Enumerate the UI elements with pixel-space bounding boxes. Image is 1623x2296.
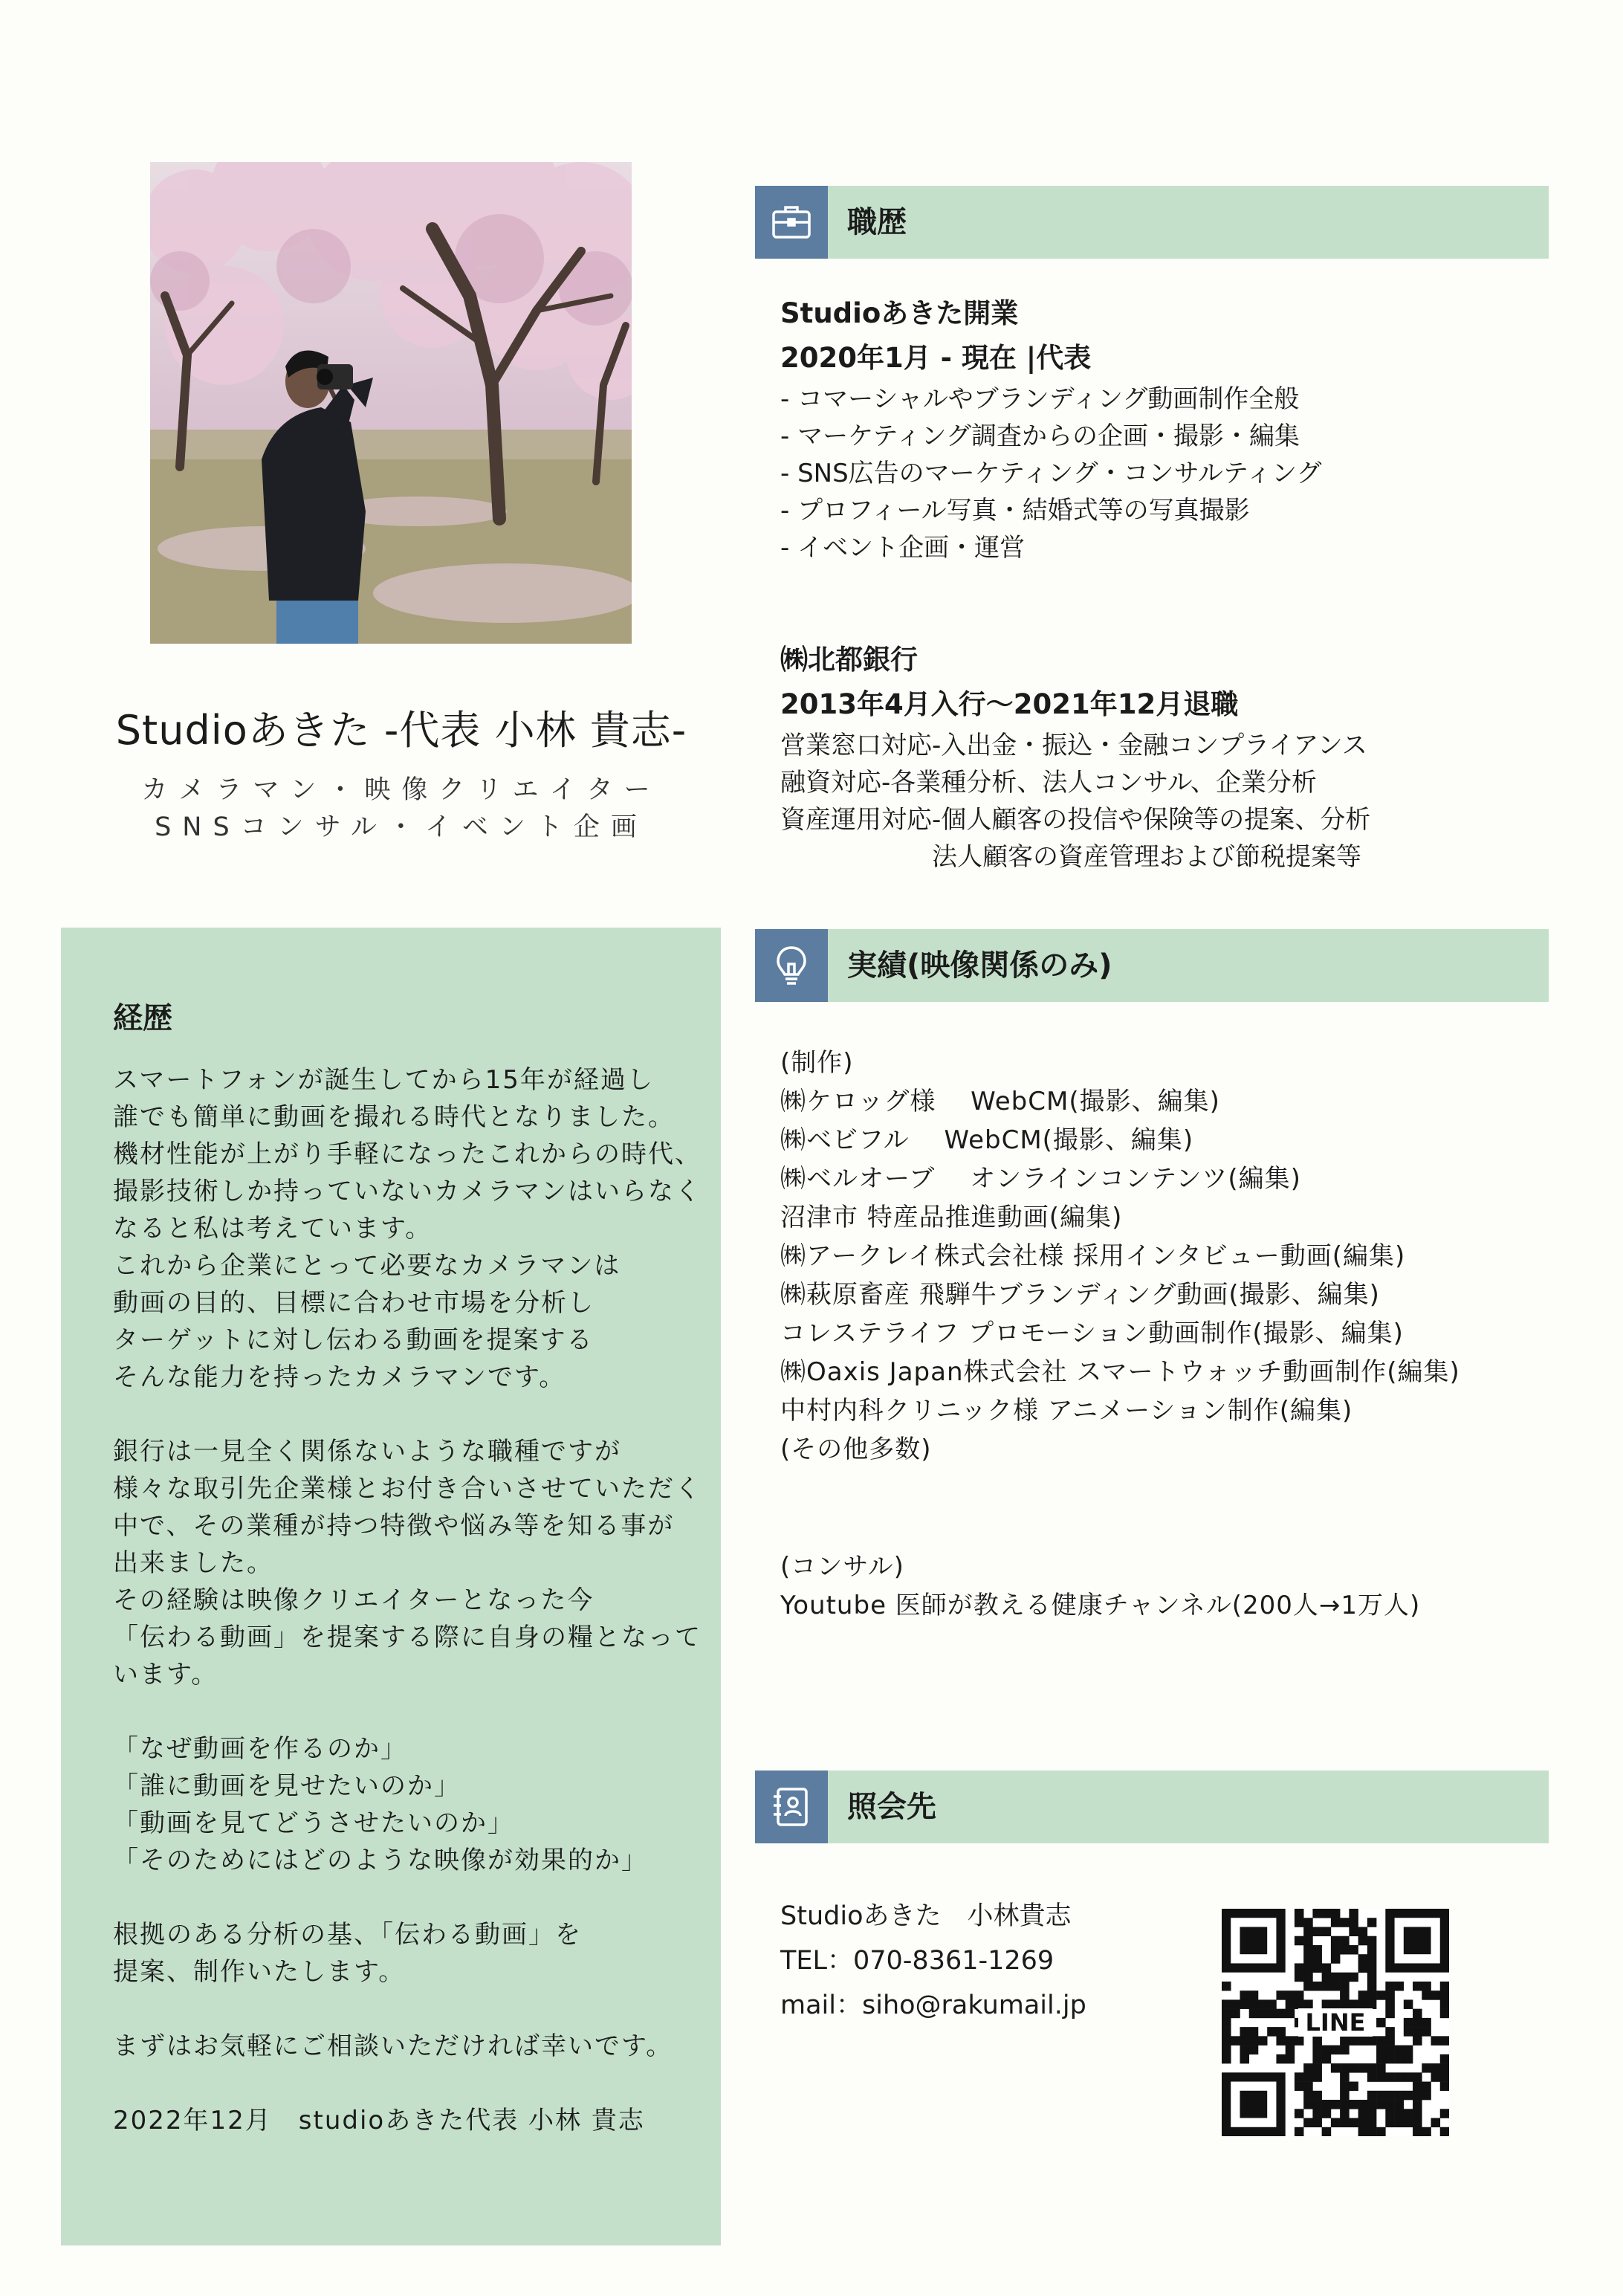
history-line: 「動画を見てどうさせたいのか」	[113, 1808, 514, 1838]
job1-item: - コマーシャルやブランディング動画制作全般	[780, 384, 1300, 414]
history-line: まずはお気軽にご相談いただければ幸いです。	[113, 2031, 673, 2061]
history-line: 「誰に動画を見せたいのか」	[113, 1771, 461, 1801]
history-line: 動画の目的、目標に合わせ市場を分析し	[113, 1288, 595, 1318]
production-items	[780, 1082, 1460, 1469]
history-line: 「そのためにはどのような映像が効果的か」	[113, 1846, 648, 1875]
job2-item: 資産運用対応-個人顧客の投信や保険等の提案、分析	[780, 805, 1371, 835]
profile-subtitle-line2: SNSコンサル・イベント企画	[155, 812, 648, 842]
consult-items	[780, 1586, 1420, 1625]
history-line: 提案、制作いたします。	[113, 1957, 406, 1987]
history-line: 誰でも簡単に動画を撮れる時代となりました。	[113, 1102, 675, 1132]
history-line: 機材性能が上がり手軽になったこれからの時代、	[113, 1139, 702, 1169]
job2-items	[780, 727, 1370, 876]
results-list	[780, 1044, 1460, 1469]
production-item: (その他多数)	[780, 1435, 932, 1464]
history-line	[113, 1396, 722, 1433]
history-line: 「伝わる動画」を提案する際に自身の糧となって	[113, 1623, 702, 1652]
job1-period: 2020年1月 - 現在 |代表	[780, 342, 1092, 374]
history-line	[113, 1693, 722, 1730]
job2-item: 営業窓口対応-入出金・振込・金融コンプライアンス	[780, 731, 1367, 760]
history-line: そんな能力を持ったカメラマンです。	[113, 1362, 566, 1392]
consult-label: (コンサル)	[780, 1552, 904, 1582]
job1	[780, 291, 1322, 566]
production-item: 沼津市 特産品推進動画(編集)	[780, 1203, 1123, 1232]
contact-mail[interactable]: mail：siho@rakumail.jp	[780, 1991, 1086, 2020]
history-line: ターゲットに対し伝わる動画を提案する	[113, 1325, 594, 1355]
job1-items	[780, 381, 1322, 566]
production-item: ㈱ベルオーブ オンラインコンテンツ(編集)	[780, 1164, 1301, 1194]
job1-item: - マーケティング調査からの企画・撮影・編集	[780, 421, 1300, 451]
consult-list	[780, 1548, 1420, 1625]
history-body	[113, 1061, 722, 2139]
production-item: ㈱ベビフル WebCM(撮影、編集)	[780, 1125, 1194, 1155]
profile-photo	[150, 162, 632, 644]
job2	[780, 638, 1370, 876]
job2-item: 融資対応-各業種分析、法人コンサル、企業分析	[780, 768, 1317, 798]
line-qr-label: LINE	[1298, 2008, 1373, 2037]
history-line	[113, 1991, 722, 2028]
history-line: 2022年12月 studioあきた代表 小林 貴志	[113, 2106, 645, 2135]
history-line: 様々な取引先企業様とお付き合いさせていただく	[113, 1474, 702, 1504]
contact-tel[interactable]: TEL：070-8361-1269	[780, 1946, 1055, 1976]
job1-item: - SNS広告のマーケティング・コンサルティング	[780, 459, 1322, 488]
history-line: これから企業にとって必要なカメラマンは	[113, 1251, 621, 1281]
job2-period: 2013年4月入行〜2021年12月退職	[780, 688, 1239, 720]
history-line: います。	[113, 1660, 218, 1689]
lightbulb-icon	[755, 929, 828, 1002]
profile-subtitle-line1: カメラマン・映像クリエイター	[141, 775, 661, 805]
history-line: 出来ました。	[113, 1548, 273, 1578]
job2-item: 法人顧客の資産管理および節税提案等	[780, 842, 1361, 872]
briefcase-icon	[755, 186, 828, 259]
production-item: ㈱ケロッグ様 WebCM(撮影、編集)	[780, 1087, 1220, 1116]
job1-company: Studioあきた開業	[780, 297, 1019, 329]
history-line: 銀行は一見全く関係ないような職種ですが	[113, 1437, 621, 1466]
contact-title: 照会先	[847, 1790, 936, 1824]
history-line: 「なぜ動画を作るのか」	[113, 1734, 407, 1764]
results-title: 実績(映像関係のみ)	[847, 948, 1112, 983]
production-item: ㈱萩原畜産 飛騨牛ブランディング動画(撮影、編集)	[780, 1280, 1380, 1310]
history-line: その経験は映像クリエイターとなった今	[113, 1585, 595, 1615]
address-book-icon	[755, 1770, 828, 1843]
production-label: (制作)	[780, 1048, 854, 1078]
consult-item: Youtube 医師が教える健康チャンネル(200人→1万人)	[780, 1591, 1421, 1620]
history-line: 中で、その業種が持つ特徴や悩み等を知る事が	[113, 1511, 675, 1541]
job1-item: - イベント企画・運営	[780, 533, 1026, 563]
line-qr-code[interactable]	[1222, 1909, 1449, 2136]
history-line: 根拠のある分析の基、「伝わる動画」を	[113, 1920, 582, 1950]
history-line	[113, 1879, 722, 1916]
production-item: ㈱アークレイ株式会社様 採用インタビュー動画(編集)	[780, 1241, 1406, 1271]
history-line: スマートフォンが誕生してから15年が経過し	[113, 1065, 654, 1095]
contact-name: Studioあきた 小林貴志	[780, 1901, 1072, 1931]
career-title: 職歴	[847, 205, 907, 239]
history-line	[113, 2065, 722, 2102]
production-item: コレステライフ プロモーション動画制作(撮影、編集)	[780, 1319, 1404, 1348]
history-title: 経歴	[113, 1001, 172, 1035]
history-line: 撮影技術しか持っていないカメラマンはいらなく	[113, 1177, 702, 1206]
history-line: なると私は考えています。	[113, 1214, 433, 1244]
job2-company: ㈱北都銀行	[780, 644, 918, 676]
contact-info	[780, 1894, 1086, 2028]
job1-item: - プロフィール写真・結婚式等の写真撮影	[780, 496, 1250, 526]
production-item: 中村内科クリニック様 アニメーション制作(編集)	[780, 1396, 1353, 1426]
profile-name-title: Studioあきた -代表 小林 貴志-	[115, 707, 687, 754]
production-item: ㈱Oaxis Japan株式会社 スマートウォッチ動画制作(編集)	[780, 1357, 1460, 1387]
